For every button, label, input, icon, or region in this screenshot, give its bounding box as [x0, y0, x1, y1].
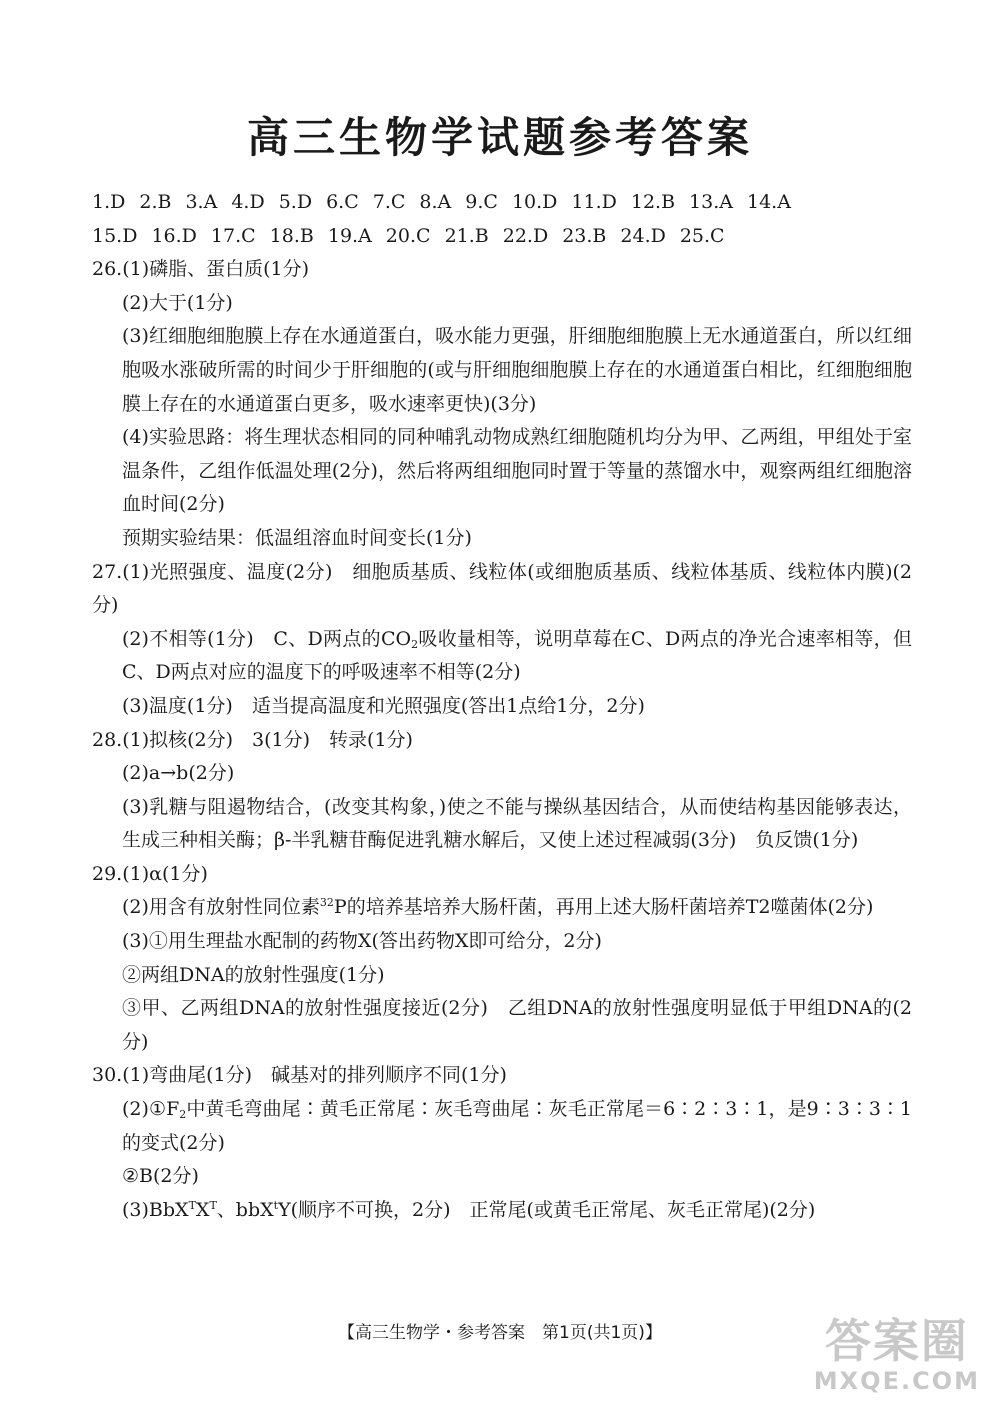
q30-part2-text-a: (2)①F — [122, 1098, 180, 1121]
genotype-superscript: T — [209, 1198, 217, 1212]
q30-part2 — [92, 1093, 912, 1160]
q27-part2 — [92, 623, 912, 690]
watermark-main: 答案圈 — [824, 1314, 969, 1368]
q29-part5: ③甲、乙两组DNA的放射性强度接近(2分) 乙组DNA的放射性强度明显低于甲组DNA的(2分) — [122, 997, 912, 1053]
q29-part2-text-b: P的培养基培养大肠杆菌，再用上述大肠杆菌培养T2噬菌体(2分) — [333, 896, 874, 919]
answer-item: 21.B — [444, 224, 489, 247]
q26-part3: (3)红细胞细胞膜上存在水通道蛋白，吸水能力更强，肝细胞细胞膜上无水通道蛋白，所以红细胞吸水涨破所需的时间少于肝细胞的(或与肝细胞细胞膜上存在的水通道蛋白相比，红细胞细胞膜上存在的水通道蛋白更多，吸水速率更快)(3分) — [122, 325, 912, 415]
answer-item: 11.D — [571, 191, 617, 213]
q30-part2-text-b: 中黄毛弯曲尾∶黄毛正常尾∶灰毛弯曲尾∶灰毛正常尾＝6∶2∶3∶1，是9∶3∶3∶1的变式(2分) — [122, 1098, 912, 1154]
q28-part1: 28.(1)拟核(2分) 3(1分) 转录(1分) — [92, 728, 413, 751]
q27-part3: (3)温度(1分) 适当提高温度和光照强度(答出1点给1分，2分) — [122, 694, 645, 717]
answer-item: 13.A — [689, 191, 733, 213]
answer-item: 9.C — [465, 191, 498, 213]
answer-item: 24.D — [620, 224, 666, 247]
answer-item: 2.B — [139, 191, 172, 213]
q26-part1: 26.(1)磷脂、蛋白质(1分) — [92, 258, 310, 281]
watermark-logo — [814, 1315, 980, 1395]
q30-part4 — [92, 1194, 912, 1228]
q30-part3: ②B(2分) — [122, 1165, 199, 1188]
answer-item: 10.D — [511, 191, 558, 213]
q27-part1: 27.(1)光照强度、温度(2分) 细胞质基质、线粒体(或细胞质基质、线粒体基质、线粒体内膜)(2分) — [92, 560, 912, 617]
answer-content — [92, 186, 912, 1227]
page-title: 高三生物学试题参考答案 — [246, 113, 753, 162]
q30-part1: 30.(1)弯曲尾(1分) 碱基对的排列顺序不同(1分) — [92, 1064, 507, 1087]
answer-item: 12.B — [630, 191, 676, 213]
answer-item: 3.A — [185, 191, 218, 213]
co2-subscript: 2 — [411, 637, 419, 651]
answer-item: 16.D — [151, 224, 197, 247]
answer-item: 14.A — [746, 191, 791, 213]
q30-part4-text-a: (3)BbX — [122, 1198, 189, 1221]
genotype-superscript: T — [188, 1198, 196, 1212]
answer-item: 18.B — [269, 224, 314, 247]
answer-item: 22.D — [502, 224, 549, 247]
q30-part4-text-d: Y(顺序不可换，2分) 正常尾(或黄毛正常尾、灰毛正常尾)(2分) — [278, 1198, 816, 1221]
answer-item: 23.B — [562, 224, 607, 247]
page-footer: 【高三生物学・参考答案 第1页(共1页)】 — [338, 1323, 662, 1343]
choice-answers-row-1 — [92, 186, 912, 220]
choice-answers-row-2 — [92, 220, 912, 254]
q29-part2-text-a: (2)用含有放射性同位素 — [122, 896, 320, 919]
q29-part3: (3)①用生理盐水配制的药物X(答出药物X即可给分，2分) — [122, 930, 602, 953]
q28-part3: (3)乳糖与阻遏物结合，(改变其构象，)使之不能与操纵基因结合，从而使结构基因能够表达，生成三种相关酶；β-半乳糖苷酶促进乳糖水解后，又使上述过程减弱(3分) 负反馈(1分) — [122, 795, 912, 852]
q30-part4-text-c: 、bbX — [216, 1198, 274, 1221]
answer-item: 5.D — [278, 191, 313, 213]
answer-item: 19.A — [327, 224, 372, 247]
answer-item: 20.C — [385, 224, 431, 247]
answer-item: 1.D — [92, 191, 126, 213]
answer-item: 25.C — [679, 224, 725, 247]
answer-item: 4.D — [231, 191, 265, 213]
answer-item: 15.D — [92, 224, 138, 247]
q27-part2-text-a: (2)不相等(1分) C、D两点的CO — [122, 627, 412, 650]
q27-part2-text-b: 吸收量相等，说明草莓在C、D两点的净光合速率相等，但C、D两点对应的温度下的呼吸速率不相等(2分) — [122, 627, 912, 684]
q30-part4-text-b: X — [195, 1198, 210, 1221]
isotope-superscript: 32 — [319, 896, 334, 910]
answer-item: 8.A — [419, 191, 452, 213]
q29-part1: 29.(1)α(1分) — [92, 862, 208, 885]
q26-part4: (4)实验思路：将生理状态相同的同种哺乳动物成熟红细胞随机均分为甲、乙两组，甲组处于室温条件，乙组作低温处理(2分)，然后将两组细胞同时置于等量的蒸馏水中，观察两组红细胞溶血时间(2分) — [122, 426, 912, 516]
genotype-superscript: t — [273, 1198, 279, 1212]
q29-part2 — [92, 891, 912, 925]
q26-expected-result: 预期实验结果：低温组溶血时间变长(1分) — [122, 526, 472, 549]
answer-item: 7.C — [372, 191, 406, 213]
q26-part2: (2)大于(1分) — [122, 291, 233, 314]
answer-item: 17.C — [210, 224, 256, 247]
answer-item: 6.C — [326, 191, 359, 213]
q29-part4: ②两组DNA的放射性强度(1分) — [122, 963, 385, 986]
f2-subscript: 2 — [179, 1108, 187, 1122]
watermark-sub: MXQE.COM — [813, 1367, 980, 1395]
q28-part2: (2)a→b(2分) — [122, 762, 235, 785]
